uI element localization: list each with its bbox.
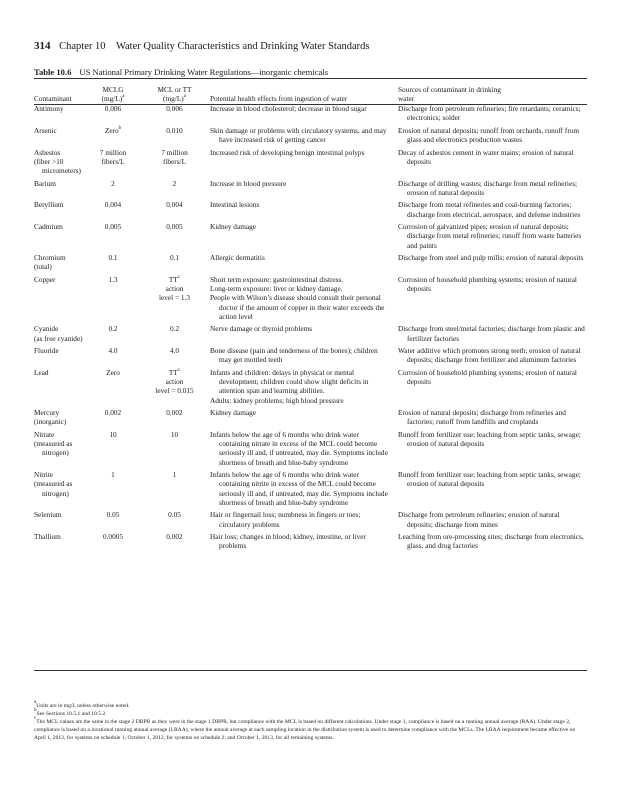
cell-effects: Kidney damage xyxy=(210,222,256,232)
footnote: $^a$Units are in mg/L unless otherwise noted. xyxy=(34,700,130,709)
cell-effects: Nerve damage or thyroid problems xyxy=(210,324,313,334)
cell-sources: Corrosion of household plumbing systems; erosion of natural deposits xyxy=(398,274,577,294)
cell-contaminant: Cyanide (as free cyanide) xyxy=(34,324,83,343)
cell-mclg: Zero$^b$ xyxy=(104,125,122,135)
cell-sources: Discharge of drilling wastes; discharge from metal refineries; erosion of natural deposits xyxy=(398,178,578,197)
header-sources: Sources of contaminant in drinking water xyxy=(398,84,501,103)
page-number: 314 xyxy=(34,40,51,52)
table-row xyxy=(34,408,587,430)
cell-mcl: 1 xyxy=(172,470,177,480)
cell-mcl: 0.2 xyxy=(169,324,180,334)
cell-sources: Discharge from steel and pulp mills; erosion of natural deposits xyxy=(398,253,584,263)
table-row xyxy=(34,104,587,126)
cell-sources: Discharge from petroleum refineries; erosion of natural deposits; discharge from mines xyxy=(398,510,560,529)
cell-mclg: 0.005 xyxy=(104,222,122,232)
table-row xyxy=(34,324,587,346)
cell-effects: Infants below the age of 6 months who drink water containing nitrite in excess of the MCL could become seriously ill and, if untreated, may die. Symptoms include shortness of breath and blue-baby syndrome xyxy=(210,470,388,507)
cell-mclg: 0.006 xyxy=(104,104,122,113)
table-body xyxy=(34,104,587,554)
cell-mcl: 7 million fibers/L xyxy=(161,147,188,166)
cell-mclg: 1.3 xyxy=(108,274,118,284)
table-header-row xyxy=(34,80,587,104)
cell-mclg: 0.0005 xyxy=(102,532,124,542)
cell-contaminant: Arsenic xyxy=(34,125,57,135)
cell-mcl: 0.006 xyxy=(166,104,183,113)
cell-sources: Erosion of natural deposits; discharge from refineries and factories; runoff from landfills and croplands xyxy=(398,408,566,427)
header-mclg: MCLG $(mg/L)^a$ xyxy=(101,84,125,103)
cell-effects: Intestinal lesions xyxy=(210,200,260,210)
cell-contaminant: Antimony xyxy=(34,104,64,113)
table-row xyxy=(34,253,587,275)
cell-contaminant: Chromium (total) xyxy=(34,253,66,272)
cell-sources: Water additive which promotes strong teeth; erosion of natural deposits; discharge from fertilizer and aluminum factories xyxy=(398,346,581,365)
cell-mcl: 0.002 xyxy=(166,532,183,542)
cell-sources: Discharge from petroleum refineries; fire retardants; ceramics; electronics; solder xyxy=(398,104,581,123)
cell-effects: Hair or fingernail loss; numbness in fingers or toes; circulatory problems xyxy=(210,510,361,529)
table-row xyxy=(34,126,587,148)
cell-contaminant: Cadmium xyxy=(34,222,63,232)
table-top-rule xyxy=(34,78,587,79)
cell-mclg: 7 million fibers/L xyxy=(99,147,127,166)
cell-mcl: 2 xyxy=(172,178,177,188)
cell-effects: Hair loss; changes in blood; kidney, intestine, or liver problems xyxy=(210,532,366,551)
cell-effects: Increase in blood pressure xyxy=(210,178,287,188)
cell-mcl: $TT^c$ action level = 1.3 xyxy=(158,274,191,303)
footnote: $^c$The MCL values are the same in the stage 2 DBPR as they were in the stage 1 DBPR, but compliance with the MCL is based on different calculations. Under stage 1, compliance is based on a running annual average (RAA). Under stage 2, compliance is based on a locational running annual average (LRAA), where the annual average at each sampling location in the distribution system is used to determine compliance with the MCLs. The LRAA requirement became effective on April 1, 2012, for systems on schedule 1; October 1, 2012, for systems on schedule 2; and October 1, 2013, for all remaining systems. xyxy=(34,716,576,741)
cell-mclg: 4.0 xyxy=(108,346,118,356)
cell-mcl: 4.0 xyxy=(169,346,180,356)
cell-effects: Increased risk of developing benign intestinal polyps xyxy=(210,147,365,157)
table-title: US National Primary Drinking Water Regulations—inorganic chemicals xyxy=(79,67,329,77)
cell-effects: Bone disease (pain and tenderness of the bones); children may get mottled teeth xyxy=(210,346,378,365)
cell-effects: Skin damage or problems with circulatory systems, and may have increased risk of getting cancer xyxy=(210,125,387,144)
cell-mcl: 0.004 xyxy=(166,200,183,210)
cell-mclg: 1 xyxy=(111,470,115,480)
table-label: Table 10.6 xyxy=(34,67,72,77)
table-row xyxy=(34,510,587,532)
header-contaminant: Contaminant xyxy=(34,93,72,103)
cell-mcl: 0.1 xyxy=(169,253,180,263)
cell-effects: Infants below the age of 6 months who drink water containing nitrate in excess of the MCL could become seriously ill and, if untreated, may die. Symptoms include shortness of breath and blue-baby syndrome xyxy=(210,429,388,467)
cell-sources: Decay of asbestos cement in water mains; erosion of natural deposits xyxy=(398,147,574,166)
cell-mclg: 0.1 xyxy=(108,253,118,263)
cell-contaminant: Fluoride xyxy=(34,346,59,356)
table-row xyxy=(34,430,587,470)
cell-contaminant: Lead xyxy=(34,367,49,377)
cell-effects: Short term exposure: gastrointestinal distress. Long-term exposure: liver or kidney damage. People with Wilson’s disease should consult their personal doctor if the amount of copper in their water exceeds the action level xyxy=(210,274,385,321)
cell-mclg: 10 xyxy=(109,429,117,439)
regulations-table xyxy=(34,80,587,554)
table-caption xyxy=(34,67,328,77)
table-row xyxy=(34,179,587,201)
cell-contaminant: Nitrite (measured as nitrogen) xyxy=(34,470,73,498)
cell-mcl: 10 xyxy=(170,429,179,439)
cell-mclg: 2 xyxy=(111,178,115,188)
running-title: Water Quality Characteristics and Drinking Water Standards xyxy=(115,41,370,52)
cell-effects: Increase in blood cholesterol; decrease in blood sugar xyxy=(210,104,367,113)
cell-mclg: 0.05 xyxy=(106,510,120,520)
cell-contaminant: Asbestos (fiber >10 micrometers) xyxy=(34,147,81,175)
table-row xyxy=(34,368,587,408)
cell-mcl: $TT^c$ action level = 0.015 xyxy=(155,367,194,396)
cell-sources: Discharge from metal refineries and coal-burning factories; discharge from electrical, aerospace, and defense industries xyxy=(398,200,581,219)
cell-effects: Allergic dermatitis xyxy=(210,253,265,263)
table-row xyxy=(34,275,587,324)
cell-mclg: 0.004 xyxy=(104,200,122,210)
cell-mclg: 0.2 xyxy=(108,324,118,334)
header-mcl: MCL or TT $(mg/L)^a$ xyxy=(157,84,192,103)
cell-contaminant: Selenium xyxy=(34,510,62,520)
table-bottom-rule xyxy=(34,670,587,671)
header-effects: Potential health effects from ingestion of water xyxy=(210,93,348,103)
cell-mclg: Zero xyxy=(106,367,120,377)
cell-contaminant: Beryllium xyxy=(34,200,64,210)
table-row xyxy=(34,200,587,222)
cell-mcl: 0.05 xyxy=(168,510,181,520)
cell-contaminant: Mercury (inorganic) xyxy=(34,408,67,427)
cell-sources: Corrosion of galvanized pipes; erosion of natural deposits; discharge from metal refineries; runoff from waste batteries and paints xyxy=(398,222,582,250)
table-row xyxy=(34,346,587,368)
cell-sources: Erosion of natural deposits; runoff from orchards, runoff from glass and electronics production wastes xyxy=(398,125,580,144)
cell-contaminant: Nitrate (measured as nitrogen) xyxy=(34,429,73,458)
table-row xyxy=(34,148,587,179)
cell-contaminant: Barium xyxy=(34,178,56,188)
cell-mclg: 0.002 xyxy=(104,408,122,418)
cell-sources: Discharge from steel/metal factories; discharge from plastic and fertilizer factories xyxy=(398,324,585,343)
cell-effects: Infants and children: delays in physical or mental development; children could show slight deficits in attention span and learning abilities. Adults: kidney problems; high blood pressure xyxy=(210,367,369,405)
running-header xyxy=(34,40,369,52)
table-row xyxy=(34,470,587,510)
cell-contaminant: Thallium xyxy=(34,532,61,542)
cell-mcl: 0.010 xyxy=(166,125,183,135)
table-row xyxy=(34,222,587,253)
table-row xyxy=(34,532,587,554)
cell-sources: Runoff from fertilizer use; leaching from septic tanks, sewage; erosion of natural deposits xyxy=(398,429,581,449)
chapter-label: Chapter 10 xyxy=(59,41,106,52)
footnote: $^b$See Sections 10.5.1 and 10.5.2. xyxy=(34,708,107,717)
cell-sources: Runoff from fertilizer use; leaching from septic tanks, sewage; erosion of natural deposits xyxy=(398,470,581,489)
cell-sources: Leaching from ore-processing sites; discharge from electronics, glass, and drug factories xyxy=(398,532,584,551)
cell-mcl: 0.005 xyxy=(166,222,183,232)
cell-contaminant: Copper xyxy=(34,274,56,284)
cell-sources: Corrosion of household plumbing systems; erosion of natural deposits xyxy=(398,367,577,387)
cell-mcl: 0.002 xyxy=(166,408,183,418)
cell-effects: Kidney damage xyxy=(210,408,256,418)
footnotes xyxy=(34,702,587,742)
